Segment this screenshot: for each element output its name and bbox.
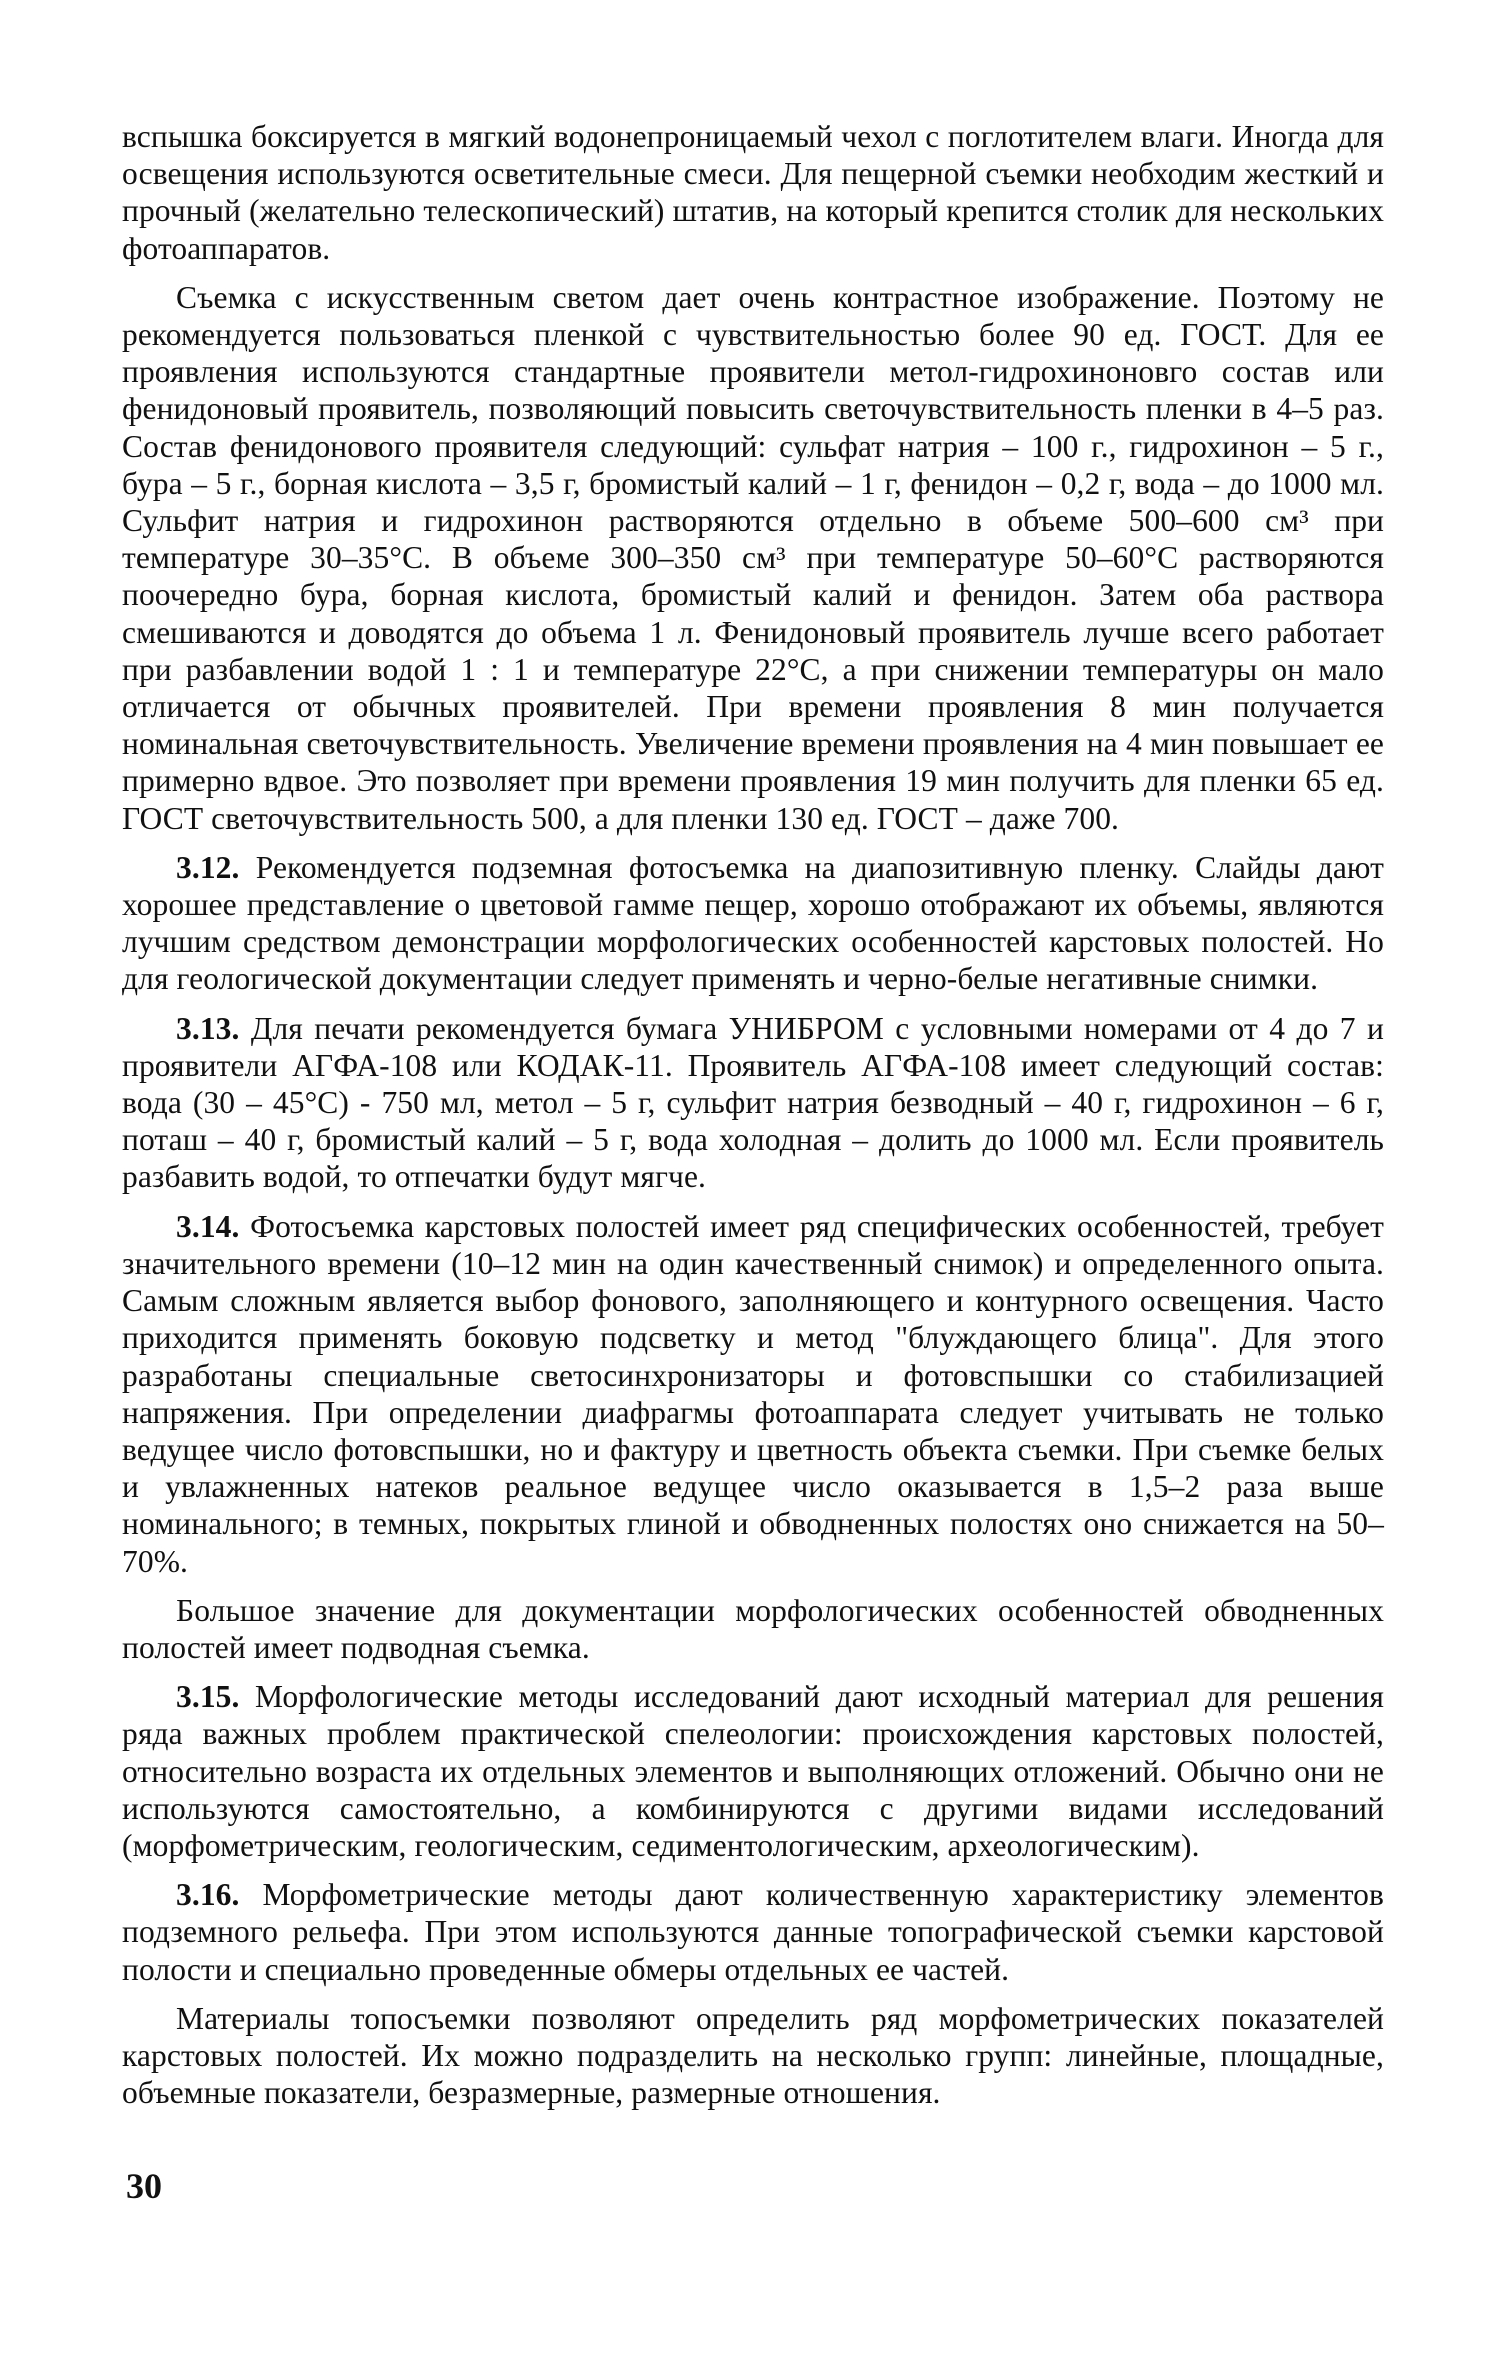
section-3-12 <box>122 849 1384 998</box>
section-3-13 <box>122 1010 1384 1196</box>
section-3-16 <box>122 1876 1384 1988</box>
paragraph-flash-housing <box>122 118 1384 267</box>
paragraph-underwater-survey <box>122 1592 1384 1666</box>
paragraph-topo-materials <box>122 2000 1384 2112</box>
paragraph-artificial-light <box>122 279 1384 837</box>
paragraph-text: Рекомендуется подземная фотосъемка на диапозитивную пленку. Слайды дают хорошее представление о цветовой гамме пещер, хорошо отображают их объемы, являются лучшим средством демонстрации морфологических особенностей карстовых полостей. Но для геологической документации следует применять и черно-белые негативные снимки. <box>122 849 1384 997</box>
paragraph-text: вспышка боксируется в мягкий водонепроницаемый чехол с поглотителем влаги. Иногда для освещения используются осветительные смеси. Для пещерной съемки необходим жесткий и прочный (желательно телескопический) штатив, на который крепится столик для нескольких фотоаппаратов. <box>122 119 1384 266</box>
paragraph-text: Материалы топосъемки позволяют определить ряд морфометрических показателей карстовых полостей. Их можно подразделить на несколько групп: линейные, площадные, объемные показатели, безразмерные, размерные отношения. <box>122 2000 1384 2111</box>
section-number: 3.16. <box>176 1877 240 1913</box>
section-3-14 <box>122 1208 1384 1580</box>
paragraph-text: Большое значение для документации морфологических особенностей обводненных полостей имеет подводная съемка. <box>122 1592 1384 1665</box>
paragraph-text: Морфологические методы исследований дают исходный материал для решения ряда важных проблем практической спелеологии: происхождения карстовых полостей, относительно возраста их отдельных элементов и выполняющих отложений. Обычно они не используются самостоятельно, а комбинируются с другими видами исследований (морфометрическим, геологическим, седиментологическим, археологическим). <box>122 1679 1384 1863</box>
paragraph-text: Съемка с искусственным светом дает очень контрастное изображение. Поэтому не рекомендуется пользоваться пленкой с чувствительностью более 90 ед. ГОСТ. Для ее проявления используются стандартные проявители метол-гидрохиноновго состав или фенидоновый проявитель, позволяющий повысить светочувствительность пленки в 4–5 раз. Состав фенидонового проявителя следующий: сульфат натрия – 100 г., гидрохинон – 5 г., бура – 5 г., борная кислота – 3,5 г, бромистый калий – 1 г, фенидон – 0,2 г, вода – до 1000 мл. Сульфит натрия и гидрохинон растворяются отдельно в объеме 500–600 см³ при температуре 30–35°С. В объеме 300–350 см³ при температуре 50–60°С растворяются поочередно бура, борная кислота, бромистый калий и фенидон. Затем оба раствора смешиваются и доводятся до объема 1 л. Фенидоновый проявитель лучше всего работает при разбавлении водой 1 : 1 и температуре 22°С, а при снижении температуры он мало отличается от обычных проявителей. При времени проявления 8 мин получается номинальная светочувствительность. Увеличение времени проявления на 4 мин повышает ее примерно вдвое. Это позволяет при времени проявления 19 мин получить для пленки 65 ед. ГОСТ светочувствительность 500, а для пленки 130 ед. ГОСТ – даже 700. <box>122 279 1384 836</box>
paragraph-text: Морфометрические методы дают количественную характеристику элементов подземного рельефа. При этом используются данные топографической съемки карстовой полости и специально проведенные обмеры отдельных ее частей. <box>122 1877 1384 1987</box>
section-3-15 <box>122 1678 1384 1864</box>
section-number: 3.14. <box>176 1208 240 1244</box>
paragraph-text: Фотосъемка карстовых полостей имеет ряд специфических особенностей, требует значительного времени (10–12 мин на один качественный снимок) и определенного опыта. Самым сложным является выбор фонового, заполняющего и контурного освещения. Часто приходится применять боковую подсветку и метод "блуждающего блица". Для этого разработаны специальные светосинхронизаторы и фотовспышки со стабилизацией напряжения. При определении диафрагмы фотоаппарата следует учитывать не только ведущее число фотовспышки, но и фактуру и цветность объекта съемки. При съемке белых и увлажненных натеков реальное ведущее число оказывается в 1,5–2 раза выше номинального; в темных, покрытых глиной и обводненных полостях оно снижается на 50–70%. <box>122 1208 1384 1579</box>
section-number: 3.13. <box>176 1010 240 1046</box>
section-number: 3.15. <box>176 1679 240 1715</box>
page-body <box>122 118 1384 2111</box>
paragraph-text: Для печати рекомендуется бумага УНИБРОМ с условными номерами от 4 до 7 и проявители АГФА-108 или КОДАК-11. Проявитель АГФА-108 имеет следующий состав: вода (30 – 45°С) - 750 мл, метол – 5 г, сульфит натрия безводный – 40 г, гидрохинон – 6 г, поташ – 40 г, бромистый калий – 5 г, вода холодная – долить до 1000 мл. Если проявитель разбавить водой, то отпечатки будут мягче. <box>122 1010 1384 1195</box>
page-number: 30 <box>126 2166 162 2206</box>
section-number: 3.12. <box>176 849 240 885</box>
